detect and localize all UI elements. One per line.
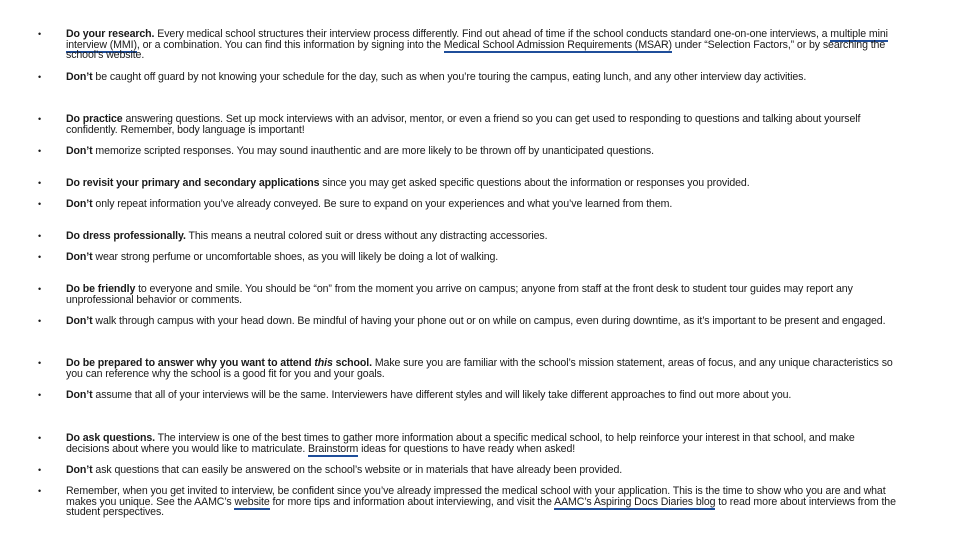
tip-text: Do ask questions. The interview is one of the best times to gather more information about a specific medical school, to help reinforce your interest in that school, and make decisions about where you would like to matriculate. Brainstorm ideas for questions to have ready when asked!	[66, 432, 855, 455]
tip-lead: Don’t	[66, 251, 93, 263]
tip-lead-emphasis: this	[314, 357, 333, 369]
tip-lead: Don’t	[66, 389, 93, 401]
bullet-marker: •	[38, 114, 42, 124]
bullet-marker: •	[38, 231, 42, 241]
tip-text: Don’t be caught off guard by not knowing your schedule for the day, such as when you’re touring the campus, eating lunch, and any other interview day activities.	[66, 71, 807, 83]
tip-text: Do your research. Every medical school structures their interview process differently. Find out ahead of time if the school conducts standard one-on-one interviews, a multiple mini interview (MMI), or a combination. You can find this information by signing into the Medical School Admission Requirements (MSAR) under “Selection Factors,” or by searching the school’s website.	[66, 28, 888, 61]
bullet-marker: •	[38, 358, 42, 368]
bullet-marker: •	[38, 390, 42, 400]
tip-lead: Don’t	[66, 145, 93, 157]
tip-lead: Do revisit your primary and secondary applications	[66, 177, 320, 189]
tip-lead: Do ask questions.	[66, 432, 155, 444]
tip-lead: Don’t	[66, 464, 93, 476]
bullet-marker: •	[38, 72, 42, 82]
tip-text: Remember, when you get invited to interview, be confident since you’ve already impressed the medical school with your application. This is the time to show who you are and what makes you unique. See the AAMC’s website for more tips and information about interviewing, and visit the AAMC’s Aspiring Docs Diaries blog to read more about interviews from the student perspectives.	[66, 485, 896, 518]
tip-lead: Don’t	[66, 71, 93, 83]
bullet-marker: •	[38, 146, 42, 156]
tip-lead: Do be prepared to answer why you want to attend this school.	[66, 357, 372, 369]
tip-text: Don’t only repeat information you’ve already conveyed. Be sure to expand on your experiences and what you’ve learned from them.	[66, 198, 673, 210]
bullet-marker: •	[38, 486, 42, 496]
tip-lead: Don’t	[66, 198, 93, 210]
tip-lead: Do practice	[66, 113, 123, 125]
tip-text: Do be friendly to everyone and smile. You should be “on” from the moment you arrive on campus; anyone from staff at the front desk to student tour guides may report any unprofessional behavior or comments.	[66, 283, 853, 306]
tip-text: Do revisit your primary and secondary applications since you may get asked specific questions about the information or responses you provided.	[66, 177, 750, 189]
bullet-marker: •	[38, 199, 42, 209]
bullet-marker: •	[38, 252, 42, 262]
tip-text: Don’t assume that all of your interviews will be the same. Interviewers have different styles and will likely take different approaches to find out more about you.	[66, 389, 792, 401]
bullet-marker: •	[38, 29, 42, 39]
bullet-marker: •	[38, 178, 42, 188]
inline-link[interactable]: multiple mini interview (MMI)	[66, 28, 888, 51]
tip-text: Do practice answering questions. Set up mock interviews with an advisor, mentor, or even a friend so you can get used to responding to questions and talking about yourself confidently. Remember, body language is important!	[66, 113, 861, 136]
tip-lead: Do dress professionally.	[66, 230, 186, 242]
tip-text: Don’t walk through campus with your head down. Be mindful of having your phone out or on while on campus, even during downtime, as it’s important to be present and engaged.	[66, 315, 886, 327]
inline-link[interactable]: Medical School Admission Requirements (MSAR)	[443, 38, 672, 51]
tip-text: Don’t ask questions that can easily be answered on the school’s website or in materials that have already been provided.	[66, 464, 623, 476]
inline-link[interactable]: AAMC’s Aspiring Docs Diaries blog	[554, 495, 716, 508]
tip-text: Do be prepared to answer why you want to attend this school. Make sure you are familiar with the school’s mission statement, areas of focus, and any unique characteristics so you can reference why the school is a good fit for you and your goals.	[66, 357, 893, 380]
bullet-marker: •	[38, 433, 42, 443]
tip-lead: Do your research.	[66, 28, 155, 40]
bullet-marker: •	[38, 284, 42, 294]
tip-lead: Don’t	[66, 315, 93, 327]
tip-text: Don’t wear strong perfume or uncomfortable shoes, as you will likely be doing a lot of walking.	[66, 251, 499, 263]
inline-link[interactable]: website	[234, 495, 270, 508]
bullet-marker: •	[38, 316, 42, 326]
inline-link[interactable]: Brainstorm	[308, 442, 359, 455]
tip-text: Do dress professionally. This means a neutral colored suit or dress without any distracting accessories.	[66, 230, 548, 242]
bullet-marker: •	[38, 465, 42, 475]
tip-lead: Do be friendly	[66, 283, 136, 295]
tip-text: Don’t memorize scripted responses. You may sound inauthentic and are more likely to be thrown off by unanticipated questions.	[66, 145, 654, 157]
